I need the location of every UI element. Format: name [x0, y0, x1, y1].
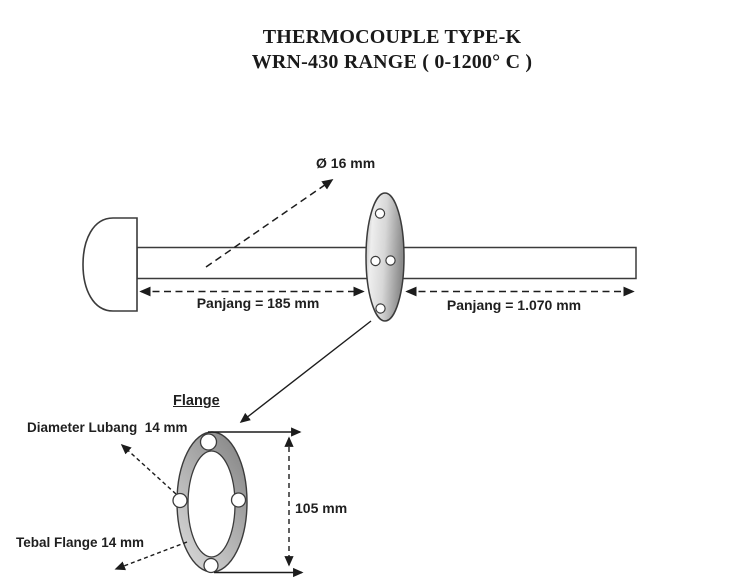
probe-length-label: Panjang = 1.070 mm: [446, 297, 582, 313]
flange-hole-top: [375, 209, 384, 218]
hole-diameter-leader-line: [122, 445, 176, 494]
probe-head-dome: [83, 218, 137, 311]
flange-detail-title: Flange: [173, 393, 220, 409]
head-length-label: Panjang = 185 mm: [196, 295, 320, 311]
page-title-line1: THERMOCOUPLE TYPE-K: [262, 26, 522, 48]
flange-thickness-label: Tebal Flange 14 mm: [16, 535, 145, 550]
flange-hole-bottom: [376, 304, 385, 313]
shaft-diameter-label: Ø 16 mm: [316, 155, 376, 171]
detail-hole-left: [173, 494, 187, 508]
flange-hole-middle-right: [386, 256, 395, 265]
flange-front-inner: [188, 451, 235, 557]
hole-diameter-label: Diameter Lubang 14 mm: [27, 420, 188, 435]
detail-hole-top: [201, 434, 217, 450]
flange-hole-middle-left: [371, 256, 380, 265]
detail-hole-right: [232, 493, 246, 507]
flange-detail-leader-line: [241, 321, 371, 422]
flange-height-label: 105 mm: [295, 500, 348, 516]
page-title-line2: WRN-430 RANGE ( 0-1200° C ): [251, 51, 533, 73]
detail-hole-bottom: [204, 559, 218, 573]
